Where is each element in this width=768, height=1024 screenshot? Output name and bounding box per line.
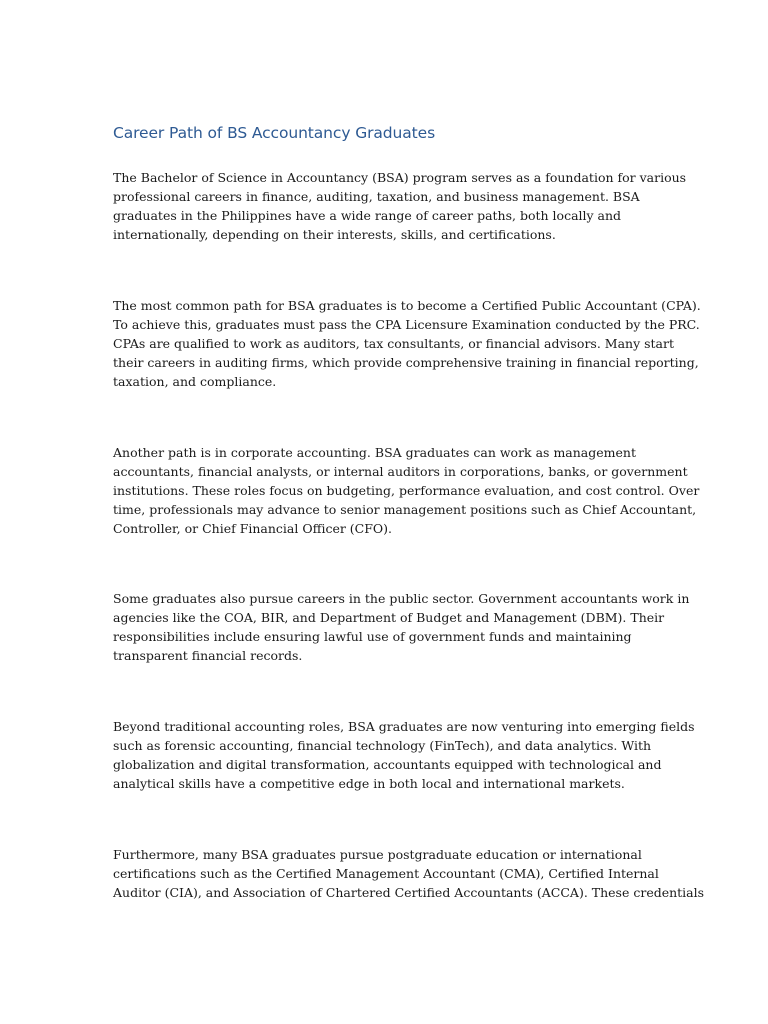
paragraph-emerging-fields xyxy=(113,717,695,793)
paragraph-line: professional careers in finance, auditing, taxation, and business management. BSA xyxy=(113,189,640,204)
paragraph-postgraduate xyxy=(113,845,705,902)
paragraph-line: accountants, financial analysts, or internal auditors in corporations, banks, or government xyxy=(113,464,688,479)
paragraph-line: their careers in auditing firms, which provide comprehensive training in financial reporting, xyxy=(113,355,699,370)
paragraph-line: Some graduates also pursue careers in the public sector. Government accountants work in xyxy=(113,591,690,606)
paragraph-line: Auditor (CIA), and Association of Chartered Certified Accountants (ACCA). These credentials xyxy=(113,885,705,900)
paragraph-corporate-accounting xyxy=(113,443,700,538)
paragraph-line: globalization and digital transformation, accountants equipped with technological and xyxy=(113,757,662,772)
paragraph-line: To achieve this, graduates must pass the CPA Licensure Examination conducted by the PRC. xyxy=(113,317,700,332)
paragraph-line: institutions. These roles focus on budgeting, performance evaluation, and cost control. Over xyxy=(113,483,700,498)
paragraph-line: graduates in the Philippines have a wide range of career paths, both locally and xyxy=(113,208,622,223)
paragraph-line: CPAs are qualified to work as auditors, tax consultants, or financial advisors. Many start xyxy=(113,336,675,351)
paragraph-line: internationally, depending on their interests, skills, and certifications. xyxy=(113,227,556,242)
paragraph-line: Furthermore, many BSA graduates pursue postgraduate education or international xyxy=(113,847,642,862)
paragraph-line: taxation, and compliance. xyxy=(113,374,277,389)
paragraph-line: Controller, or Chief Financial Officer (CFO). xyxy=(113,521,393,536)
paragraph-line: time, professionals may advance to senior management positions such as Chief Accountant, xyxy=(113,502,697,517)
paragraph-line: analytical skills have a competitive edge in both local and international markets. xyxy=(113,776,625,791)
paragraph-line: transparent financial records. xyxy=(113,648,303,663)
paragraph-line: agencies like the COA, BIR, and Department of Budget and Management (DBM). Their xyxy=(113,610,665,625)
paragraph-line: Another path is in corporate accounting. BSA graduates can work as management xyxy=(113,445,636,460)
document-title: Career Path of BS Accountancy Graduates xyxy=(113,124,436,142)
paragraph-line: The Bachelor of Science in Accountancy (BSA) program serves as a foundation for various xyxy=(113,170,687,185)
paragraph-introduction xyxy=(113,168,687,244)
paragraph-line: responsibilities include ensuring lawful use of government funds and maintaining xyxy=(113,629,632,644)
paragraph-line: certifications such as the Certified Management Accountant (CMA), Certified Internal xyxy=(113,866,659,881)
paragraph-public-sector xyxy=(113,589,690,665)
paragraph-line: The most common path for BSA graduates is to become a Certified Public Accountant (CPA). xyxy=(113,298,701,313)
paragraph-line: such as forensic accounting, financial technology (FinTech), and data analytics. With xyxy=(113,738,652,753)
paragraph-cpa-path xyxy=(113,296,701,391)
paragraph-line: Beyond traditional accounting roles, BSA graduates are now venturing into emerging fields xyxy=(113,719,695,734)
